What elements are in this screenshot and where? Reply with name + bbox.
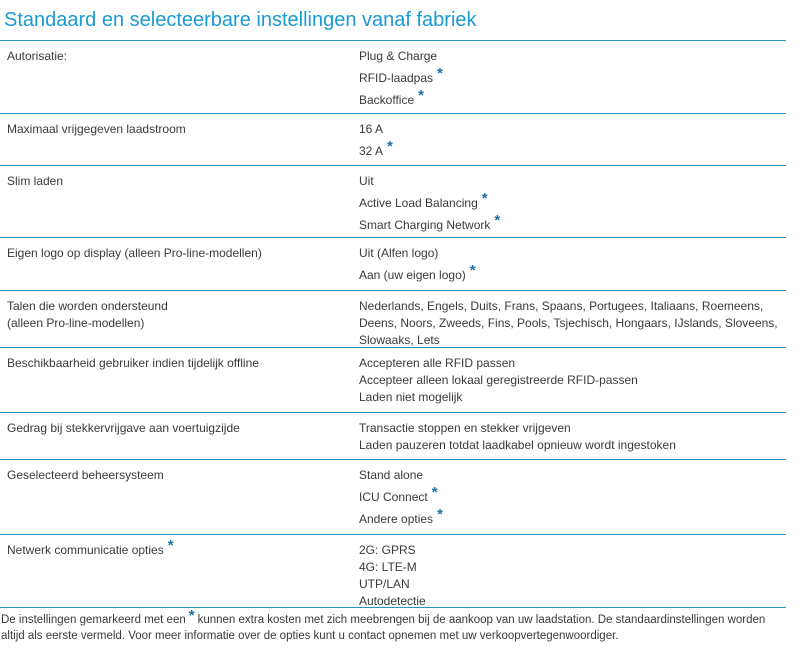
option-text: Aan (uw eigen logo) bbox=[359, 268, 466, 282]
option-text: Accepteren alle RFID passen bbox=[359, 356, 516, 370]
row-label: Slim laden bbox=[7, 174, 64, 188]
option-text: 2G: GPRS bbox=[359, 543, 416, 557]
row-options bbox=[359, 298, 779, 349]
asterisk-icon: * bbox=[481, 190, 488, 207]
footnote-text-before: De instellingen gemarkeerd met een bbox=[1, 614, 186, 626]
asterisk-icon: * bbox=[469, 262, 476, 279]
option-text: Laden pauzeren totdat laadkabel opnieuw wordt ingestoken bbox=[359, 438, 676, 452]
option-text: Transactie stoppen en stekker vrijgeven bbox=[359, 421, 571, 435]
option-text: UTP/LAN bbox=[359, 577, 410, 591]
table-row-beheersysteem bbox=[0, 459, 786, 534]
option-text: 16 A bbox=[359, 122, 384, 136]
table-row-slim-laden bbox=[0, 165, 786, 237]
asterisk-icon: * bbox=[431, 484, 438, 501]
asterisk-icon: * bbox=[437, 65, 443, 82]
row-label: Maximaal vrijgegeven laadstroom bbox=[7, 122, 186, 136]
table-row-talen bbox=[0, 290, 786, 347]
row-options bbox=[359, 121, 779, 160]
table-row-netwerk bbox=[0, 534, 786, 608]
row-label: Talen die worden ondersteund (alleen Pro-line-modellen) bbox=[7, 299, 168, 330]
option-text: Laden niet mogelijk bbox=[359, 390, 463, 404]
row-label-text: Netwerk communicatie opties bbox=[7, 543, 164, 557]
row-label: Geselecteerd beheersysteem bbox=[7, 468, 164, 482]
asterisk-icon: * bbox=[188, 607, 195, 624]
asterisk-icon: * bbox=[167, 537, 174, 554]
table-row-laadstroom bbox=[0, 113, 786, 165]
asterisk-icon: * bbox=[387, 138, 393, 155]
option-text: Andere opties bbox=[359, 512, 434, 526]
row-label bbox=[7, 537, 307, 559]
option-text: ICU Connect bbox=[359, 490, 428, 504]
row-options bbox=[359, 245, 779, 284]
page-title: Standaard en selecteerbare instellingen vanaf fabriek bbox=[4, 9, 477, 31]
row-label: Eigen logo op display (alleen Pro-line-modellen) bbox=[7, 246, 262, 260]
table-row-autorisatie bbox=[0, 40, 786, 113]
option-text: Plug & Charge bbox=[359, 49, 438, 63]
settings-table bbox=[0, 40, 786, 608]
row-label: Beschikbaarheid gebruiker indien tijdelijk offline bbox=[7, 356, 259, 370]
footnote-text-after: kunnen extra kosten met zich meebrengen bij de aankoop van uw laadstation. De standaardinstellingen worden altijd als eerste vermeld. Voor meer informatie over de opties kunt u contact opnemen met uw verkoopvertegenwoordiger. bbox=[1, 614, 766, 642]
option-text: Backoffice bbox=[359, 93, 415, 107]
option-text: Active Load Balancing bbox=[359, 196, 478, 210]
footnote bbox=[1, 607, 791, 644]
table-row-offline bbox=[0, 347, 786, 412]
asterisk-icon: * bbox=[494, 212, 501, 229]
row-label: Gedrag bij stekkervrijgave aan voertuigzijde bbox=[7, 421, 240, 435]
option-text: Nederlands, Engels, Duits, Frans, Spaans, Portugees, Italiaans, Roemeens, Deens, Noors, Zweeds, Fins, Pools, Tsjechisch, Hongaars, IJslands, Sloveens, Slowaaks, Lets bbox=[359, 299, 778, 347]
row-options bbox=[359, 467, 779, 528]
option-text: Autodetectie bbox=[359, 594, 426, 608]
option-text: Smart Charging Network bbox=[359, 218, 491, 232]
row-options bbox=[359, 420, 779, 454]
asterisk-icon: * bbox=[418, 87, 424, 104]
option-text: Uit bbox=[359, 174, 374, 188]
row-label: Autorisatie: bbox=[7, 49, 68, 63]
table-row-stekkervrijgave bbox=[0, 412, 786, 459]
option-text: 32 A bbox=[359, 144, 384, 158]
row-options bbox=[359, 355, 779, 406]
option-text: Stand alone bbox=[359, 468, 424, 482]
row-options bbox=[359, 173, 779, 234]
option-text: Uit (Alfen logo) bbox=[359, 246, 439, 260]
option-text: Accepteer alleen lokaal geregistreerde RFID-passen bbox=[359, 373, 638, 387]
asterisk-icon: * bbox=[437, 506, 443, 523]
row-options bbox=[359, 542, 779, 610]
row-options bbox=[359, 48, 779, 109]
option-text: 4G: LTE-M bbox=[359, 560, 417, 574]
option-text: RFID-laadpas bbox=[359, 71, 434, 85]
table-row-eigen-logo bbox=[0, 237, 786, 290]
